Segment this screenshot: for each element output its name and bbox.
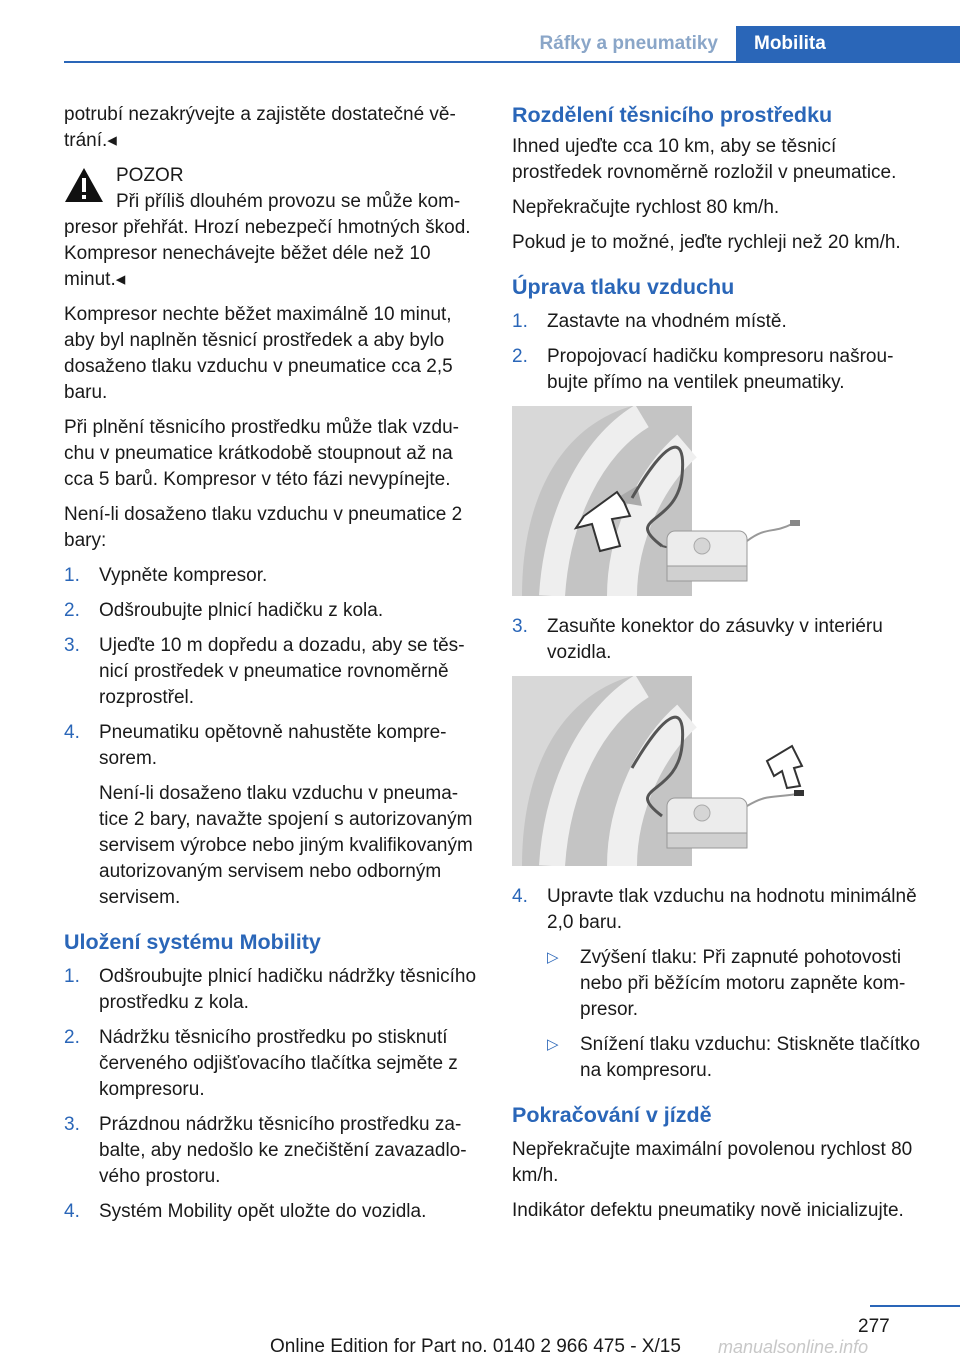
list-item (512, 309, 922, 335)
triangle-bullet-icon: ▷ (547, 1036, 559, 1053)
paragraph: Indikátor defektu pneumatiky nově inicializujte. (512, 1200, 904, 1221)
section-heading: Uložení systému Mobility (64, 930, 321, 954)
list-item (512, 884, 922, 1084)
step-number: 1. (512, 311, 528, 332)
chapter-tab[interactable]: Mobilita (736, 26, 960, 62)
step-text: Zasuňte konektor do zásuvky v interiéru vozidla. (547, 616, 883, 663)
compressor-valve-illustration (512, 406, 812, 596)
step-text: Odšroubujte plnicí hadičku nádržky těsnicího prostředku z kola. (99, 966, 477, 1013)
paragraph: Nepřekračujte rychlost 80 km/h. (512, 197, 780, 218)
paragraph: Nepřekračujte maximální povolenou rychlost 80 km/h. (512, 1139, 913, 1186)
watermark: manualsonline.info (718, 1337, 869, 1357)
list-item (512, 344, 922, 396)
step-text: Propojovací hadičku kompresoru našroubujte přímo na ventilek pneumatiky. (547, 346, 894, 393)
paragraph: Není-li dosaženo tlaku vzduchu v pneumatice 2 bary: (64, 504, 463, 551)
list-item (64, 964, 478, 1016)
step-number: 3. (64, 635, 80, 656)
step-number: 4. (64, 1201, 80, 1222)
pressure-steps-final (512, 884, 922, 1084)
warning-box (64, 163, 478, 293)
list-item (64, 1025, 478, 1103)
step-text: Vypněte kompresor. (99, 565, 268, 586)
right-column (512, 102, 922, 1233)
step-number: 4. (64, 722, 80, 743)
intro-paragraph: potrubí nezakrývejte a zajistěte dostatečné větrání.◂ (64, 104, 456, 151)
footer-rule (870, 1305, 960, 1307)
bullet-text: Snížení tlaku vzduchu: Stiskněte tlačítko na kompresoru. (580, 1034, 921, 1081)
paragraph: Pokud je to možné, jeďte rychleji než 20 km/h. (512, 232, 901, 253)
step-number: 3. (512, 616, 528, 637)
list-item (64, 598, 478, 624)
step-number: 3. (64, 1114, 80, 1135)
step-text: Nádržku těsnicího prostředku po stisknutí červeného odjišťovacího tlačítka sejměte z kompresoru. (99, 1027, 458, 1100)
list-item (547, 945, 922, 1023)
step-number: 2. (64, 600, 80, 621)
step-text: Pneumatiku opětovně nahustěte kompresorem. (99, 722, 447, 769)
warning-title: POZOR (116, 165, 184, 186)
warning-triangle-icon (64, 167, 104, 203)
list-item (547, 1032, 922, 1084)
list-item (64, 720, 478, 911)
power-socket-illustration (512, 676, 812, 866)
step-number: 4. (512, 886, 528, 907)
page-number: 277 (858, 1316, 890, 1337)
list-item (64, 1112, 478, 1190)
step-number: 2. (64, 1027, 80, 1048)
list-item (64, 563, 478, 589)
step-text: Zastavte na vhodném místě. (547, 311, 787, 332)
edition-text: Online Edition for Part no. 0140 2 966 475 - X/15 (270, 1336, 681, 1357)
step-text: Upravte tlak vzduchu na hodnotu minimálně 2,0 baru. (547, 886, 917, 933)
step-text: Ujeďte 10 m dopředu a dozadu, aby se těsnicí prostředek v pneumatice rovnoměrně rozprostřel. (99, 635, 465, 708)
list-item (512, 614, 922, 666)
step-number: 1. (64, 966, 80, 987)
pressure-steps-continued (512, 614, 922, 666)
pressure-steps (512, 309, 922, 396)
step-number: 1. (64, 565, 80, 586)
storage-steps (64, 964, 478, 1225)
pressure-bullets (547, 945, 922, 1084)
section-heading: Úprava tlaku vzduchu (512, 275, 735, 299)
paragraph: Kompresor nechte běžet maximálně 10 minut, aby byl naplněn těsnicí prostředek a aby bylo dosaženo tlaku vzduchu v pneumatice cca 2,5 baru. (64, 304, 453, 403)
section-heading: Rozdělení těsnicího prostředku (512, 103, 833, 127)
step-text: Systém Mobility opět uložte do vozidla. (99, 1201, 427, 1222)
triangle-bullet-icon: ▷ (547, 949, 559, 966)
step-text: Prázdnou nádržku těsnicího prostředku zabalte, aby nedošlo ke znečištění zavazadlového prostoru. (99, 1114, 467, 1187)
section-heading: Pokračování v jízdě (512, 1103, 712, 1127)
list-item (64, 1199, 478, 1225)
list-item (64, 633, 478, 711)
step-number: 2. (512, 346, 528, 367)
step-note: Není-li dosaženo tlaku vzduchu v pneumatice 2 bary, navažte spojení s autorizovaným servisem výrobce nebo jiným kvalifikovaným autorizovaným servisem nebo odborným servisem. (99, 783, 473, 908)
paragraph: Ihned ujeďte cca 10 km, aby se těsnicí prostředek rovnoměrně rozložil v pneumatice. (512, 136, 897, 183)
step-text: Odšroubujte plnicí hadičku z kola. (99, 600, 384, 621)
section-tab[interactable]: Ráfky a pneumatiky (539, 33, 718, 54)
warning-body: Při příliš dlouhém provozu se může kompresor přehřát. Hrozí nebezpečí hmotných škod. Kompresor nenechávejte běžet déle než 10 minut.◂ (64, 191, 471, 290)
left-column (64, 102, 478, 1234)
low-pressure-steps (64, 563, 478, 911)
bullet-text: Zvýšení tlaku: Při zapnuté pohotovosti nebo při běžícím motoru zapněte kompresor. (580, 947, 906, 1020)
header-rule (64, 61, 960, 63)
paragraph: Při plnění těsnicího prostředku může tlak vzduchu v pneumatice krátkodobě stoupnout až na cca 5 barů. Kompresor v této fázi nevypínejte. (64, 417, 459, 490)
